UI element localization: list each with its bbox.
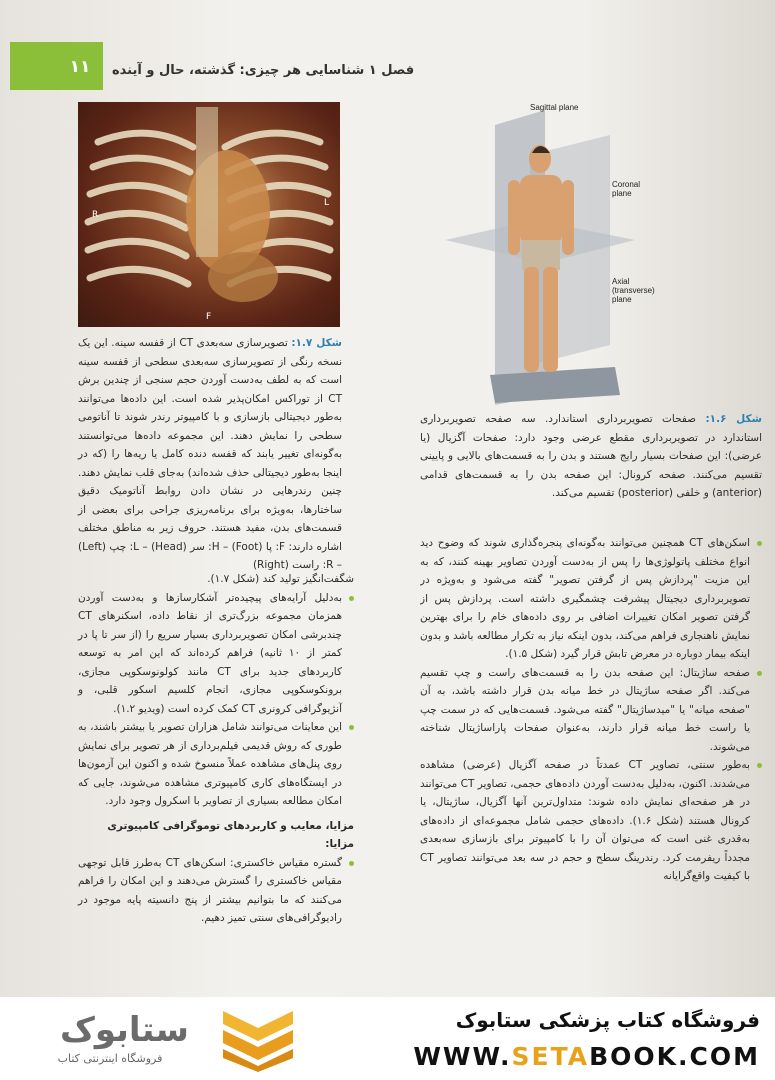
store-name: فروشگاه کتاب پزشکی ستابوک <box>455 1008 760 1032</box>
figure-1-7-caption <box>78 334 342 575</box>
store-logo-text[interactable]: ستابوک <box>60 1010 189 1050</box>
left-column-body <box>78 570 354 928</box>
ct-label-left: L <box>324 198 330 208</box>
right-column-body <box>420 534 762 996</box>
store-url[interactable] <box>400 1042 760 1071</box>
ct-chest-rendering-image <box>78 102 340 327</box>
list-item: این معاینات می‌توانند شامل هزاران تصویر یا بیشتر باشند، به طوری که روش قدیمی فیلم‌برداری از هر تصویر برای نمایش روی پنل‌های مشاهده عملاً منسوخ شده و اکنون این آزمون‌ها در ایستگاه‌های کاری کامپیوتری مشاهده می‌شوند، جایی که امکان مطالعه بسیاری از تصاویر با اسکرول وجود دارد. <box>78 718 354 811</box>
page-number: ۱۱ <box>69 57 91 77</box>
list-item: گستره مقیاس خاکستری: اسکن‌های CT به‌طرز قابل توجهی مقیاس خاکستری را گسترش می‌دهند و این امکان را فراهم می‌کنند که ما بتوانیم بیشتر از پنج دانسیته پایه موجود در رادیوگرافی‌های سنتی تمیز دهیم. <box>78 854 354 928</box>
store-url-prefix: WWW. <box>413 1042 512 1071</box>
store-url-suffix: BOOK.COM <box>589 1042 760 1071</box>
continuation-text: شگفت‌انگیز تولید کند (شکل ۱.۷). <box>207 573 354 585</box>
chapter-title: فصل ۱ شناسایی هر چیزی: گذشته، حال و آینده <box>112 63 415 78</box>
figure-1-7-caption-title: شکل ۱.۷: <box>291 337 342 349</box>
list-item: صفحه ساژیتال: این صفحه بدن را به قسمت‌های راست و چپ تقسیم می‌کند. اگر صفحه ساژیتال در خط میانه بدن قرار داشته باشد، به آن "صفحه میانه" یا "میدساژیتال" گفته می‌شود. قسمت‌هایی که در سمت چپ یا راست خط میانه قرار دارند، به‌عنوان صفحات پاراساژیتال شناخته می‌شوند. <box>420 664 762 757</box>
imaging-planes-figure <box>440 95 655 405</box>
store-url-highlight: SETA <box>511 1042 590 1071</box>
ct-label-right: R <box>92 210 99 220</box>
figure-1-7-caption-text: تصویرسازی سه‌بعدی CT از قفسه سینه. این یک نسخه رنگی از تصویرسازی سه‌بعدی سطحی از قفسه سینه است که به لطف به‌دست آوردن حجم سنجی از چندین برش CT از توراکس امکان‌پذیر شده است. این داده‌ها می‌توانند به‌طور دیجیتالی بازسازی و با کامپیوتر رندر شوند تا آناتومی سطحی را نمایش دهند. این مجموعه داده‌ها می‌توانستند به‌گونه‌ای تغییر یابند که قفسه دنده کامل یا ریه‌ها را (که در اینجا به‌طور دیجیتالی حذف شده‌اند) به‌جای قلب نمایش دهند. چنین رندرهایی در نشان دادن روابط آناتومیک دقیق ساختارها، به‌ویژه برای برنامه‌ریزی جراحی برای بعضی از قسمت‌های بدن، مفید هستند. حروف زیر به مناطق مختلف اشاره دارند: F: پا (Foot) – H: سر (Head) – L: چپ (Left) – R: راست (Right) <box>78 337 342 571</box>
coronal-plane-label: Coronal plane <box>612 180 641 198</box>
chevron-logo-icon <box>218 1006 298 1072</box>
axial-plane-label: Axial (transverse) plane <box>612 277 655 304</box>
list-item: به‌طور سنتی، تصاویر CT عمدتاً در صفحه آگزیال (عرضی) مشاهده می‌شدند. اکنون، به‌دلیل به‌دست آوردن داده‌های حجمی، تصاویر CT می‌توانند در هر صفحه‌ای نمایش داده شوند: متداول‌ترین آنها آگزیال، ساژیتال، یا کرونال هستند (شکل ۱.۶). داده‌های حجمی شامل مجموعه‌ای از داده‌های به‌قدری غنی است که می‌توان آن را با کامپیوتر برای بازسازی سه‌بعدی مجدداً ریفرمت کرد. رندرینگ سطح و حجم در سه بعد می‌توانند تصاویر CT با کیفیت واقع‌گرایانه <box>420 756 762 886</box>
body-planes-illustration <box>440 95 655 405</box>
figure-1-6-caption-title: شکل ۱.۶: <box>705 413 762 425</box>
subsection-heading: مزایا: <box>325 838 354 850</box>
list-item: اسکن‌های CT همچنین می‌توانند به‌گونه‌ای پنجره‌گذاری شوند که وضوح دید انواع مختلف پاتولوژی‌ها را پس از به‌دست آوردن تصاویر بهینه کنند، که به این مزیت "پردازش پس از گرفتن تصویر" گفته می‌شود و به‌ویژه در تصویربرداری دیجیتال پیشرفت چشمگیری داشته است. پردازش پس از گرفتن تصویر امکان تغییرات اضافی بر روی داده‌های خام را برای بهترین نمایش ناهنجاری فراهم می‌کند، بدون اینکه نیاز به تکرار مطالعه باشد و بدون اینکه بیمار دوباره در معرض تابش قرار گیرد (شکل ۱.۵). <box>420 534 762 664</box>
figure-1-6-caption <box>420 410 762 503</box>
rib-cage-illustration <box>78 102 340 327</box>
ct-label-foot: F <box>206 312 212 322</box>
store-logo-subtitle: فروشگاه اینترنتی کتاب <box>57 1052 163 1065</box>
list-item: به‌دلیل آرایه‌های پیچیده‌تر آشکارسازها و به‌دست آوردن همزمان مجموعه بزرگ‌تری از نقاط داده، اسکنرهای CT چندبرشی امکان تصویربرداری بسیار سریع را (از سر تا پا در کمتر از ۱۰ ثانیه) فراهم کرده‌اند که این امر به توسعه کاربردهای جدید برای CT مانند کولونوسکوپی مجازی، برونکوسکوپی مجازی، انجام کلسیم اسکور قلبی، و آنژیوگرافی کرونری CT کمک کرده است (ویدیو ۱.۲). <box>78 589 354 719</box>
section-heading: مزایا، معایب و کاربردهای توموگرافی کامپیوتری <box>107 819 354 832</box>
sagittal-plane-label: Sagittal plane <box>530 103 579 112</box>
figure-1-6-caption-text: صفحات تصویربرداری استاندارد. سه صفحه تصویربرداری استاندارد در تصویربرداری مقطع عرضی وجود دارد: صفحات آگزیال (یا عرضی): این صفحات بسیار رایج هستند و بدن را به قسمت‌های بالایی و پایینی تقسیم می‌کنند. صفحه کرونال: این صفحه بدن را به قسمت‌های قدامی (anterior) و خلفی (posterior) تقسیم می‌کند. <box>420 413 762 499</box>
